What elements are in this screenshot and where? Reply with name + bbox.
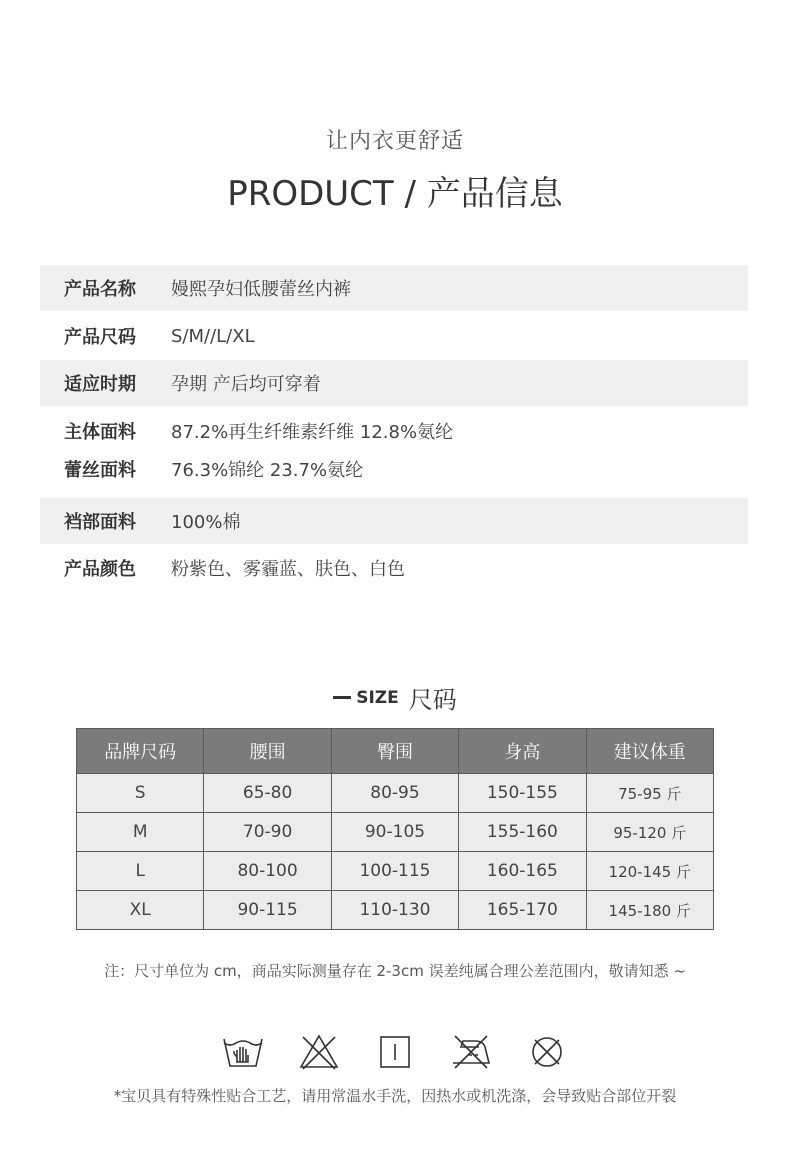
info-value: 嫚熙孕妇低腰蕾丝内裤 bbox=[171, 279, 351, 300]
table-cell: 165-170 bbox=[459, 891, 586, 930]
table-row bbox=[77, 891, 714, 930]
size-heading-en: SIZE bbox=[356, 687, 399, 708]
column-header: 腰围 bbox=[204, 729, 331, 774]
info-label: 蕾丝面料 bbox=[64, 460, 136, 481]
size-heading bbox=[0, 680, 790, 715]
table-header-row bbox=[77, 729, 714, 774]
do-not-dry-clean-icon bbox=[525, 1033, 569, 1071]
info-value: S/M//L/XL bbox=[171, 325, 255, 347]
table-row bbox=[77, 852, 714, 891]
table-cell: S bbox=[77, 774, 204, 813]
size-table bbox=[76, 728, 714, 930]
info-label: 产品尺码 bbox=[64, 327, 136, 348]
info-value: 76.3%锦纶 23.7%氨纶 bbox=[171, 460, 364, 481]
info-row-name bbox=[40, 265, 748, 311]
table-cell: 75-95 斤 bbox=[586, 774, 713, 813]
table-cell: 90-115 bbox=[204, 891, 331, 930]
column-header: 品牌尺码 bbox=[77, 729, 204, 774]
table-cell: 155-160 bbox=[459, 813, 586, 852]
table-cell: XL bbox=[77, 891, 204, 930]
table-cell: M bbox=[77, 813, 204, 852]
info-value: 87.2%再生纤维素纤维 12.8%氨纶 bbox=[171, 422, 454, 443]
do-not-bleach-icon bbox=[297, 1033, 341, 1071]
table-cell: 110-130 bbox=[331, 891, 458, 930]
table-cell: 80-100 bbox=[204, 852, 331, 891]
info-value: 孕期 产后均可穿着 bbox=[171, 374, 321, 395]
info-row-lace-fabric bbox=[40, 446, 748, 492]
care-icons bbox=[0, 1033, 790, 1071]
dash-divider bbox=[333, 696, 351, 699]
info-value: 100%棉 bbox=[171, 512, 241, 533]
table-cell: 150-155 bbox=[459, 774, 586, 813]
table-cell: 145-180 斤 bbox=[586, 891, 713, 930]
table-cell: L bbox=[77, 852, 204, 891]
table-row bbox=[77, 813, 714, 852]
info-label: 裆部面料 bbox=[64, 512, 136, 533]
table-cell: 120-145 斤 bbox=[586, 852, 713, 891]
table-cell: 100-115 bbox=[331, 852, 458, 891]
info-label: 主体面料 bbox=[64, 422, 136, 443]
column-header: 建议体重 bbox=[586, 729, 713, 774]
tumble-dry-line-icon bbox=[373, 1033, 417, 1071]
care-note: *宝贝具有特殊性贴合工艺，请用常温水手洗，因热水或机洗涤，会导致贴合部位开裂 bbox=[113, 1087, 677, 1105]
do-not-iron-icon bbox=[449, 1033, 493, 1071]
table-cell: 90-105 bbox=[331, 813, 458, 852]
size-note: 注：尺寸单位为 cm，商品实际测量存在 2-3cm 误差纯属合理公差范围内，敬请知悉 ~ bbox=[104, 962, 686, 980]
info-label: 适应时期 bbox=[64, 374, 136, 395]
table-cell: 80-95 bbox=[331, 774, 458, 813]
info-row-period bbox=[40, 360, 748, 406]
info-label: 产品颜色 bbox=[64, 559, 136, 580]
size-heading-zh: 尺码 bbox=[408, 686, 457, 714]
page-subtitle: 让内衣更舒适 bbox=[325, 129, 464, 154]
column-header: 臀围 bbox=[331, 729, 458, 774]
info-label: 产品名称 bbox=[64, 279, 136, 300]
page-title: PRODUCT / 产品信息 bbox=[227, 174, 563, 214]
table-cell: 95-120 斤 bbox=[586, 813, 713, 852]
column-header: 身高 bbox=[459, 729, 586, 774]
info-row-crotch-fabric bbox=[40, 498, 748, 544]
table-cell: 70-90 bbox=[204, 813, 331, 852]
table-row bbox=[77, 774, 714, 813]
info-row-size bbox=[40, 313, 748, 359]
table-cell: 160-165 bbox=[459, 852, 586, 891]
table-cell: 65-80 bbox=[204, 774, 331, 813]
hand-wash-icon bbox=[221, 1033, 265, 1071]
info-value: 粉紫色、雾霾蓝、肤色、白色 bbox=[171, 559, 405, 580]
info-row-color bbox=[40, 545, 748, 591]
